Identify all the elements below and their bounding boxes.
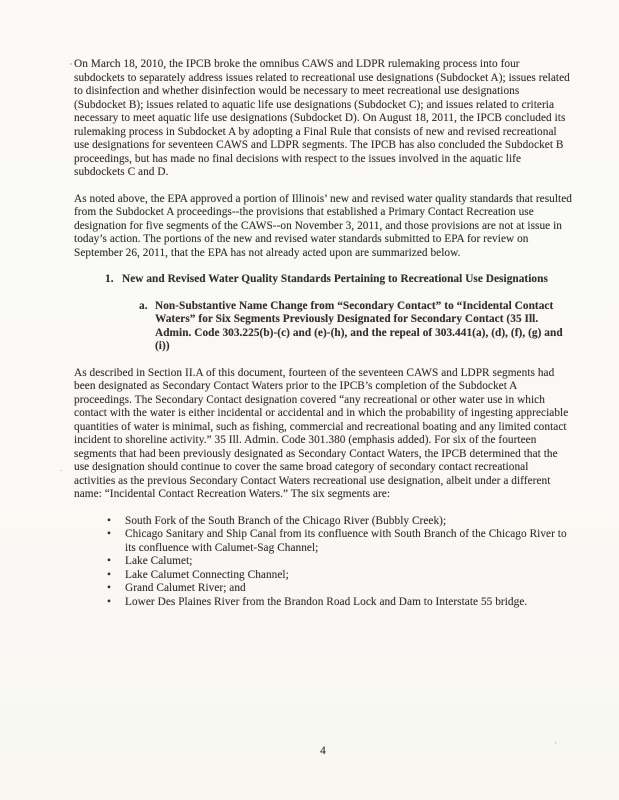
scan-artifact: [70, 63, 72, 65]
paragraph-secondary-contact: As described in Section II.A of this document, fourteen of the seventeen CAWS and LDPR segments had been designated as Secondary Contact Waters prior to the IPCB’s completion of the Subdocket A proceedings. The Secondary Contact designation covered “any recreational or other water use in which contact with the water is either incidental or accidental and in which the probability of ingesting appreciable quantities of water is minimal, such as fishing, commercial and recreational boating and any limited contact incident to shoreline activity.” 35 Ill. Admin. Code 301.380 (emphasis added). For six of the fourteen segments that had been previously designated as Secondary Contact Waters, the IPCB determined that the use designation should continue to cover the same broad category of secondary contact recreational activities as the previous Secondary Contact Waters recreational use designation, albeit under a different name: “Incidental Contact Recreation Waters.” The six segments are:: [74, 366, 569, 500]
list-item-segment: • Chicago Sanitary and Ship Canal from its confluence with South Branch of the Chicago River to its confluence with Calumet-Sag Channel;: [105, 528, 572, 555]
section-heading-text: New and Revised Water Quality Standards Pertaining to Recreational Use Designations: [122, 273, 548, 285]
page-number: 4: [320, 744, 326, 757]
paragraph-subdockets: On March 18, 2010, the IPCB broke the omnibus CAWS and LDPR rulemaking process into four subdockets to separately address issues related to recreational use designations (Subdocket A); issues related to disinfection and whether disinfection would be necessary to meet recreational use designations (Subdocket B); issues related to aquatic life use designations (Subdocket C); and issues related to criteria necessary to meet aquatic life use designations (Subdocket D). On August 18, 2011, the IPCB concluded its rulemaking process in Subdocket A by adopting a Final Rule that consists of new and revised recreational use designations for seventeen CAWS and LDPR segments. The IPCB has also concluded the Subdocket B proceedings, but has made no final decisions with respect to the issues involved in the aquatic life subdockets C and D.: [74, 58, 570, 178]
segment-list: [105, 515, 572, 610]
list-item-segment: • Lake Calumet Connecting Channel;: [105, 569, 572, 583]
paragraph-epa-approval: As noted above, the EPA approved a portion of Illinois’ new and revised water quality standards that resulted from the Subdocket A proceedings--the provisions that established a Primary Contact Recreation use designation for five segments of the CAWS--on November 3, 2011, and those provisions are not at issue in today’s action. The portions of the new and revised water standards submitted to EPA for review on September 26, 2011, that the EPA has not already acted upon are summarized below.: [74, 192, 572, 259]
list-item-segment: • South Fork of the South Branch of the Chicago River (Bubbly Creek);: [105, 515, 572, 529]
list-item-segment: • Lake Calumet;: [105, 555, 572, 569]
list-item-segment: • Lower Des Plaines River from the Brandon Road Lock and Dam to Interstate 55 bridge.: [105, 596, 572, 610]
list-item-segment: • Grand Calumet River; and: [105, 582, 572, 596]
subsection-heading-text: Non-Substantive Name Change from “Secondary Contact” to “Incidental Contact Waters” for Six Segments Previously Designated for Secondary Contact (35 Ill. Admin. Code 303.225(b)-(c) and (e)-(h), and the repeal of 303.441(a), (d), (f), (g) and (i)): [155, 299, 563, 352]
section-heading-1: [105, 273, 572, 287]
subsection-letter: a.: [139, 299, 148, 312]
subsection-heading-a: [139, 300, 572, 354]
scan-artifact: [60, 470, 62, 471]
section-number: 1.: [105, 273, 114, 285]
